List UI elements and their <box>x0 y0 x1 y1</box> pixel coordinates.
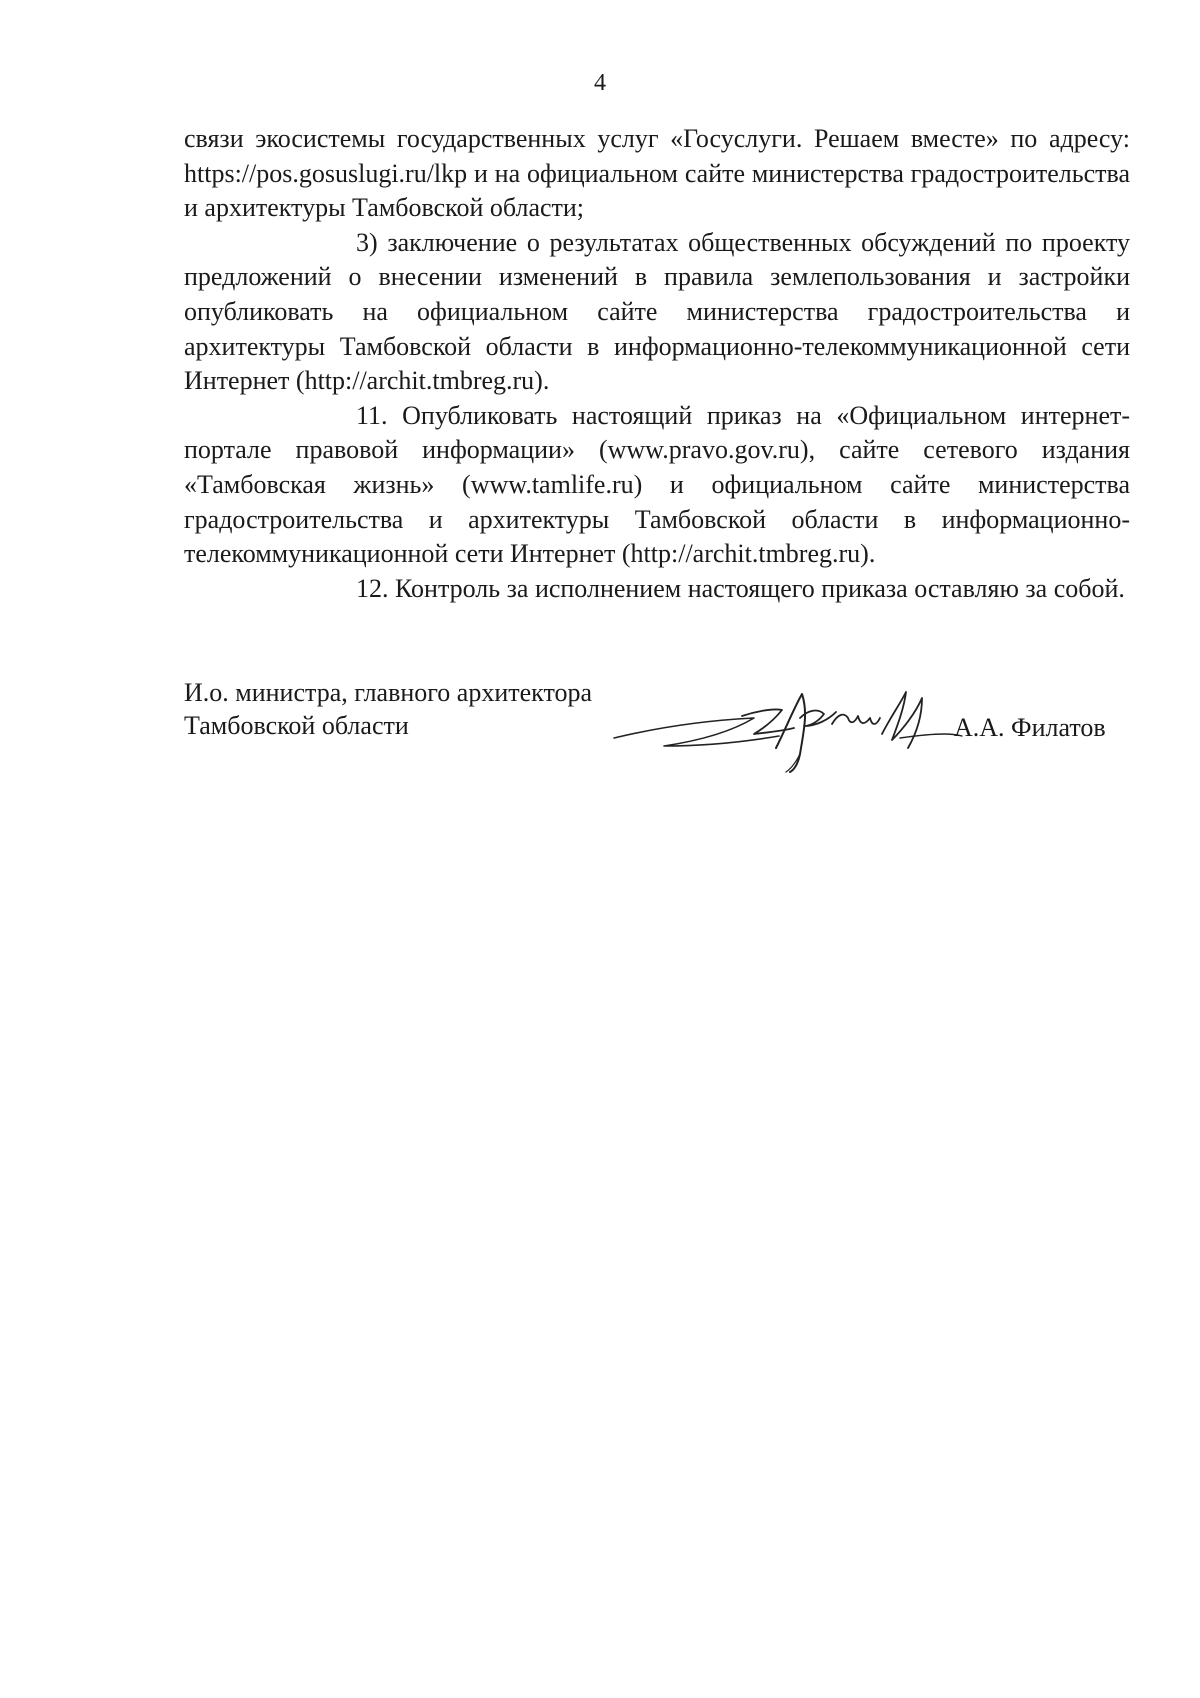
paragraph-text: Опубликовать настоящий приказ на «Официальном интернет-портале правовой информации» (www.pravo.gov.ru), сайте сетевого издания «Тамбовская жизнь» (www.tamlife.ru) и официальном сайте министерства градостроительства и архитектуры Тамбовской области в информационно-телекоммуникационной сети Интернет (http://archit.tmbreg.ru). <box>184 400 1131 569</box>
paragraph-item-3 <box>184 226 1130 399</box>
paragraph-item-11 <box>184 399 1130 572</box>
handwritten-signature <box>604 668 964 778</box>
signatory-title <box>184 676 592 742</box>
signatory-title-line-1: И.о. министра, главного архитектора <box>184 678 593 707</box>
paragraph-text: Контроль за исполнением настоящего приказа оставляю за собой. <box>395 573 1125 603</box>
page-number: 4 <box>594 70 606 96</box>
paragraph-number: 12. <box>356 573 389 603</box>
paragraph-item-12 <box>184 572 1130 607</box>
signatory-name: А.А. Филатов <box>954 713 1106 742</box>
paragraph-number: 11. <box>356 400 388 430</box>
paragraph-number: 3) <box>356 227 378 257</box>
paragraph-text: связи экосистемы государственных услуг «Госуслуги. Решаем вместе» по адресу: https://pos.gosuslugi.ru/lkp и на официальном сайте министерства градостроительства и архитектуры Тамбовской области; <box>184 124 1130 223</box>
signature-block <box>184 676 1130 786</box>
paragraph-text: заключение о результатах общественных обсуждений по проекту предложений о внесении изменений в правила землепользования и застройки опубликовать на официальном сайте министерства градостроительства и архитектуры Тамбовской области в информационно-телекоммуникационной сети Интернет (http://archit.tmbreg.ru). <box>184 227 1130 396</box>
document-body <box>184 122 1130 606</box>
signatory-title-line-2: Тамбовской области <box>184 711 409 740</box>
paragraph-continuation <box>184 122 1130 226</box>
